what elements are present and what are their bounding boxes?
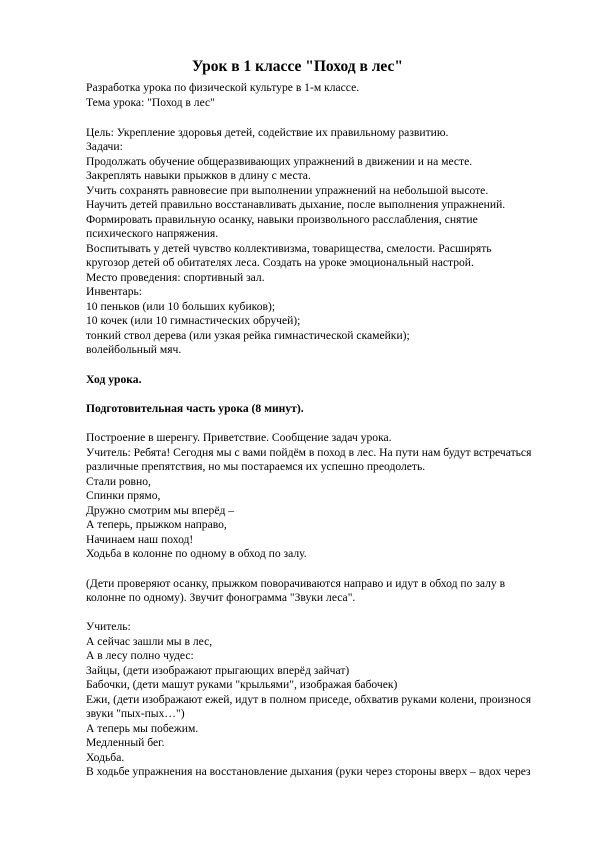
- text-line: волейбольный мяч.: [86, 343, 182, 356]
- text-line: Цель: Укрепление здоровья детей, содействие их правильному развитию.: [86, 126, 449, 139]
- text-line: Научить детей правильно восстанавливать дыхание, после выполнения упражнений.: [86, 198, 506, 211]
- text-line: Закреплять навыки прыжков в длину с места.: [86, 169, 311, 182]
- text-line: Зайцы, (дети изображают прыгающих вперёд зайчат): [86, 664, 350, 677]
- text-line: различные препятствия, но мы постараемся их успешно преодолеть.: [86, 460, 426, 473]
- text-line: Построение в шеренгу. Приветствие. Сообщение задач урока.: [86, 431, 392, 444]
- text-line: Дружно смотрим мы вперёд –: [86, 504, 235, 517]
- text-line: Подготовительная часть урока (8 минут).: [86, 402, 304, 415]
- text-line: Начинаем наш поход!: [86, 533, 194, 546]
- text-line: Задачи:: [86, 140, 123, 153]
- text-line: 10 кочек (или 10 гимнастических обручей);: [86, 314, 301, 327]
- text-line: Учитель:: [86, 620, 131, 633]
- text-line: тонкий ствол дерева (или узкая рейка гимнастической скамейки);: [86, 329, 410, 342]
- text-line: Учить сохранять равновесие при выполнении упражнений на небольшой высоте.: [86, 184, 489, 197]
- text-line: кругозор детей об обитателях леса. Создать на уроке эмоциональный настрой.: [86, 256, 474, 269]
- page-title: Урок в 1 классе "Поход в лес": [192, 58, 403, 75]
- text-line: Разработка урока по физической культуре в 1-м классе.: [86, 81, 360, 94]
- text-line: А в лесу полно чудес:: [86, 649, 194, 662]
- text-line: Ходьба в колонне по одному в обход по залу.: [86, 547, 307, 560]
- text-line: Бабочки, (дети машут руками "крыльями", изображая бабочек): [86, 678, 398, 691]
- text-line: Место проведения: спортивный зал.: [86, 271, 265, 284]
- text-line: В ходьбе упражнения на восстановление дыхания (руки через стороны вверх – вдох через: [86, 765, 531, 778]
- text-line: Формировать правильную осанку, навыки произвольного расслабления, снятие: [86, 213, 478, 226]
- text-line: Воспитывать у детей чувство коллективизма, товарищества, смелости. Расширять: [86, 242, 492, 255]
- text-line: звуки "пых-пых…"): [86, 707, 185, 720]
- text-line: А сейчас зашли мы в лес,: [86, 635, 213, 648]
- text-line: Спинки прямо,: [86, 489, 161, 502]
- text-line: Ежи, (дети изображают ежей, идут в полном приседе, обхватив руками колени, произнося: [86, 693, 532, 706]
- text-line: 10 пеньков (или 10 больших кубиков);: [86, 300, 276, 313]
- text-line: А теперь, прыжком направо,: [86, 518, 227, 531]
- text-line: Инвентарь:: [86, 285, 142, 298]
- text-line: Медленный бег.: [86, 736, 165, 749]
- text-line: Ходьба.: [86, 751, 125, 764]
- text-line: Ход урока.: [86, 373, 142, 386]
- text-line: Продолжать обучение общеразвивающих упражнений в движении и на месте.: [86, 155, 473, 168]
- text-line: (Дети проверяют осанку, прыжком поворачиваются направо и идут в обход по залу в: [86, 577, 506, 590]
- text-line: Учитель: Ребята! Сегодня мы с вами пойдём в поход в лес. На пути нам будут встречаться: [86, 446, 532, 459]
- text-line: колонне по одному). Звучит фонограмма "Звуки леса".: [86, 591, 356, 604]
- text-line: психического напряжения.: [86, 227, 219, 240]
- text-line: Стали ровно,: [86, 475, 151, 488]
- text-line: Тема урока: "Поход в лес": [86, 96, 215, 109]
- text-line: А теперь мы побежим.: [86, 722, 199, 735]
